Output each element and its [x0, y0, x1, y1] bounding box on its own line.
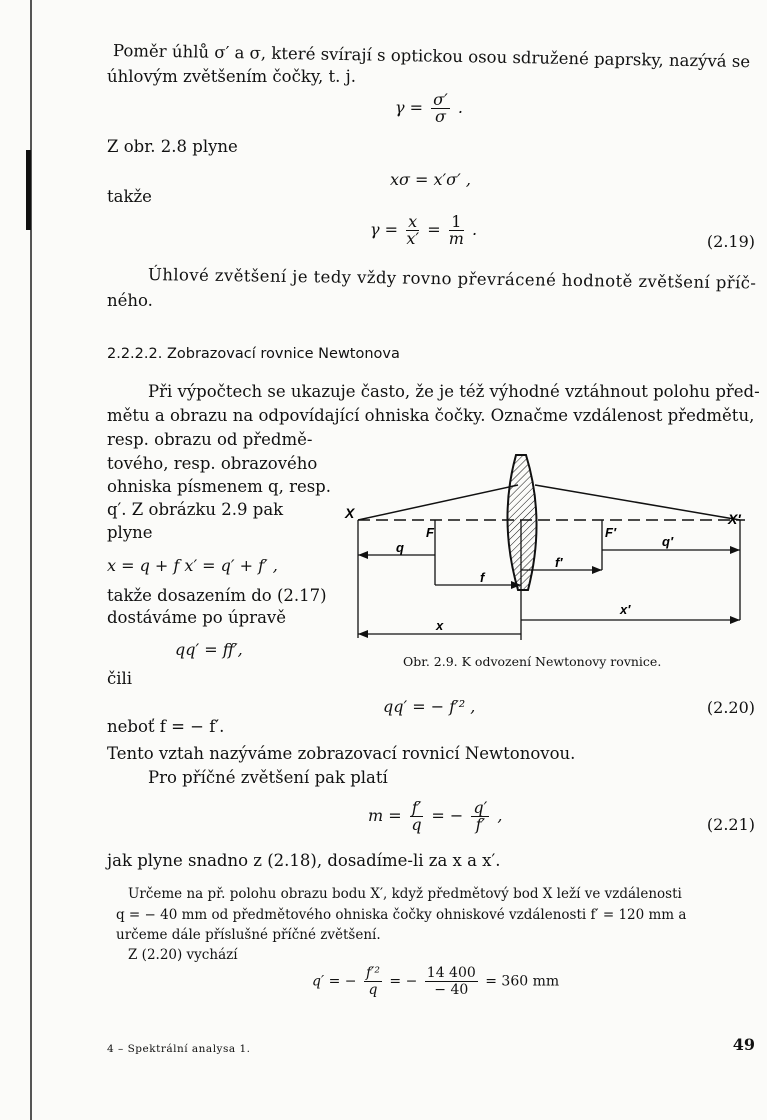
- p2-line2: ného.: [107, 291, 153, 310]
- eq-lhs: m =: [368, 806, 402, 825]
- ray-right: [535, 485, 740, 520]
- eq-lhs: γ =: [395, 98, 424, 117]
- eq-num: q′: [473, 798, 488, 817]
- label-Fp: F′: [605, 525, 617, 540]
- figure-caption: Obr. 2.9. K odvození Newtonovy rovnice.: [403, 654, 662, 669]
- eq-num: 1: [449, 214, 464, 231]
- p2-line1: Úhlové zvětšení je tedy vždy rovno převrácené hodnotě zvětšení příč-: [147, 265, 757, 293]
- eq-den: q: [368, 982, 378, 998]
- label-qp: q′: [662, 534, 674, 549]
- p3-line5: ohniska písmenem q, resp.: [107, 477, 331, 496]
- eq-fraction-1: [364, 965, 382, 998]
- example-line1: Určeme na př. polohu obrazu bodu X′, když předmětový bod X leží ve vzdálenosti: [128, 886, 682, 902]
- eq-den: − 40: [434, 982, 469, 998]
- page-number: 49: [732, 1035, 755, 1054]
- eq-fraction-1: [410, 800, 424, 833]
- label-x: x: [436, 618, 444, 633]
- z-obr-text: Z obr. 2.8 plyne: [107, 137, 238, 156]
- example-line4: Z (2.20) vychází: [128, 947, 238, 963]
- eqno-2-20: (2.20): [706, 698, 755, 717]
- eq-mid: = −: [389, 973, 418, 990]
- arrow-qp: [730, 546, 740, 554]
- eq-mid: = −: [431, 806, 464, 825]
- eq-den: q: [411, 815, 422, 834]
- tento-text: Tento vztah nazýváme zobrazovací rovnicí Newtonovou.: [107, 744, 576, 763]
- equation-xsigma: xσ = x′σ′ ,: [390, 170, 471, 189]
- eq-fraction-1: [406, 214, 419, 247]
- eq-den: x′: [406, 229, 419, 248]
- label-F: F: [426, 525, 434, 540]
- eq-end: ,: [497, 806, 503, 825]
- arrow-x: [358, 630, 368, 638]
- eq-den: f′: [475, 815, 486, 834]
- section-heading: 2.2.2.2. Zobrazovací rovnice Newtonova: [107, 346, 400, 362]
- equation-2-20: qq′ = − f′² ,: [383, 697, 476, 716]
- p3-line2: mětu a obrazu na odpovídající ohniska čočky. Označme vzdálenost předmětu,: [107, 406, 755, 425]
- arrow-q: [358, 551, 368, 559]
- p1-line1: Poměr úhlů σ′ a σ, které svírají s optickou osou sdružené paprsky, nazývá se: [112, 41, 751, 72]
- eq-result: = 360 mm: [485, 973, 560, 990]
- footer-left: 4 – Spektrální analysa 1.: [107, 1043, 251, 1055]
- takze-text: takže: [107, 187, 152, 206]
- p3-after2: dostáváme po úpravě: [107, 608, 286, 627]
- eq-fraction-2: [449, 214, 464, 247]
- p3-line4: tového, resp. obrazového: [107, 454, 318, 473]
- example-line2: q = − 40 mm od předmětového ohniska čočky ohniskové vzdálenosti f′ = 120 mm a: [116, 907, 687, 923]
- eq-end: .: [457, 98, 463, 117]
- eq-equals: =: [427, 220, 441, 239]
- equation-x-q-f: x = q + f x′ = q′ + f′ ,: [107, 556, 278, 575]
- eq-num: 14 400: [426, 965, 476, 981]
- label-q: q: [396, 540, 404, 555]
- eq-lhs: γ =: [370, 220, 399, 239]
- label-f: f: [480, 570, 485, 585]
- nebot-text: neboť f = − f′.: [107, 717, 225, 736]
- p3-line6: q′. Z obrázku 2.9 pak: [107, 500, 284, 519]
- label-X: X: [345, 505, 355, 521]
- eq-fraction-2: [425, 965, 478, 998]
- p3-line3: resp. obrazu od předmě-: [107, 430, 313, 449]
- equation-2-21: [368, 800, 502, 833]
- figure-2-9: [340, 440, 760, 660]
- p3-line7: plyne: [107, 523, 153, 542]
- arrow-xp: [730, 616, 740, 624]
- eq-num: x: [408, 212, 418, 231]
- eq-fraction: [431, 92, 450, 125]
- equation-example: [312, 965, 559, 998]
- scan-margin-mark: [26, 150, 31, 230]
- pro-text: Pro příčné zvětšení pak platí: [148, 768, 388, 787]
- eqno-2-21: (2.21): [706, 815, 755, 834]
- label-fp: f′: [555, 555, 563, 570]
- eq-num: f′²: [365, 965, 380, 981]
- p3-after1: takže dosazením do (2.17): [107, 586, 327, 605]
- arrow-fp: [592, 566, 602, 574]
- example-line3: určeme dále příslušné příčné zvětšení.: [116, 927, 381, 943]
- label-Xp: X′: [728, 511, 741, 527]
- eq-den: σ: [434, 107, 446, 126]
- p1-line2: úhlovým zvětšením čočky, t. j.: [107, 67, 356, 86]
- eq-fraction-2: [471, 800, 489, 833]
- eq-num: σ′: [433, 90, 448, 109]
- eq-den: m: [448, 229, 464, 248]
- equation-2-19: [370, 214, 477, 247]
- label-xp: x′: [620, 602, 631, 617]
- eq-lhs: q′ = −: [312, 973, 357, 990]
- equation-gamma-def: [395, 92, 463, 125]
- cili-text: čili: [107, 669, 133, 688]
- ray-left: [358, 485, 518, 520]
- p3-line1: Při výpočtech se ukazuje často, že je též výhodné vztáhnout polohu před-: [148, 382, 760, 401]
- eqno-2-19: (2.19): [706, 232, 755, 251]
- equation-qq-ff: qq′ = ff′,: [175, 640, 243, 659]
- eq-end: .: [472, 220, 478, 239]
- jak-text: jak plyne snadno z (2.18), dosadíme-li za x a x′.: [107, 851, 501, 870]
- eq-num: f′: [411, 798, 422, 817]
